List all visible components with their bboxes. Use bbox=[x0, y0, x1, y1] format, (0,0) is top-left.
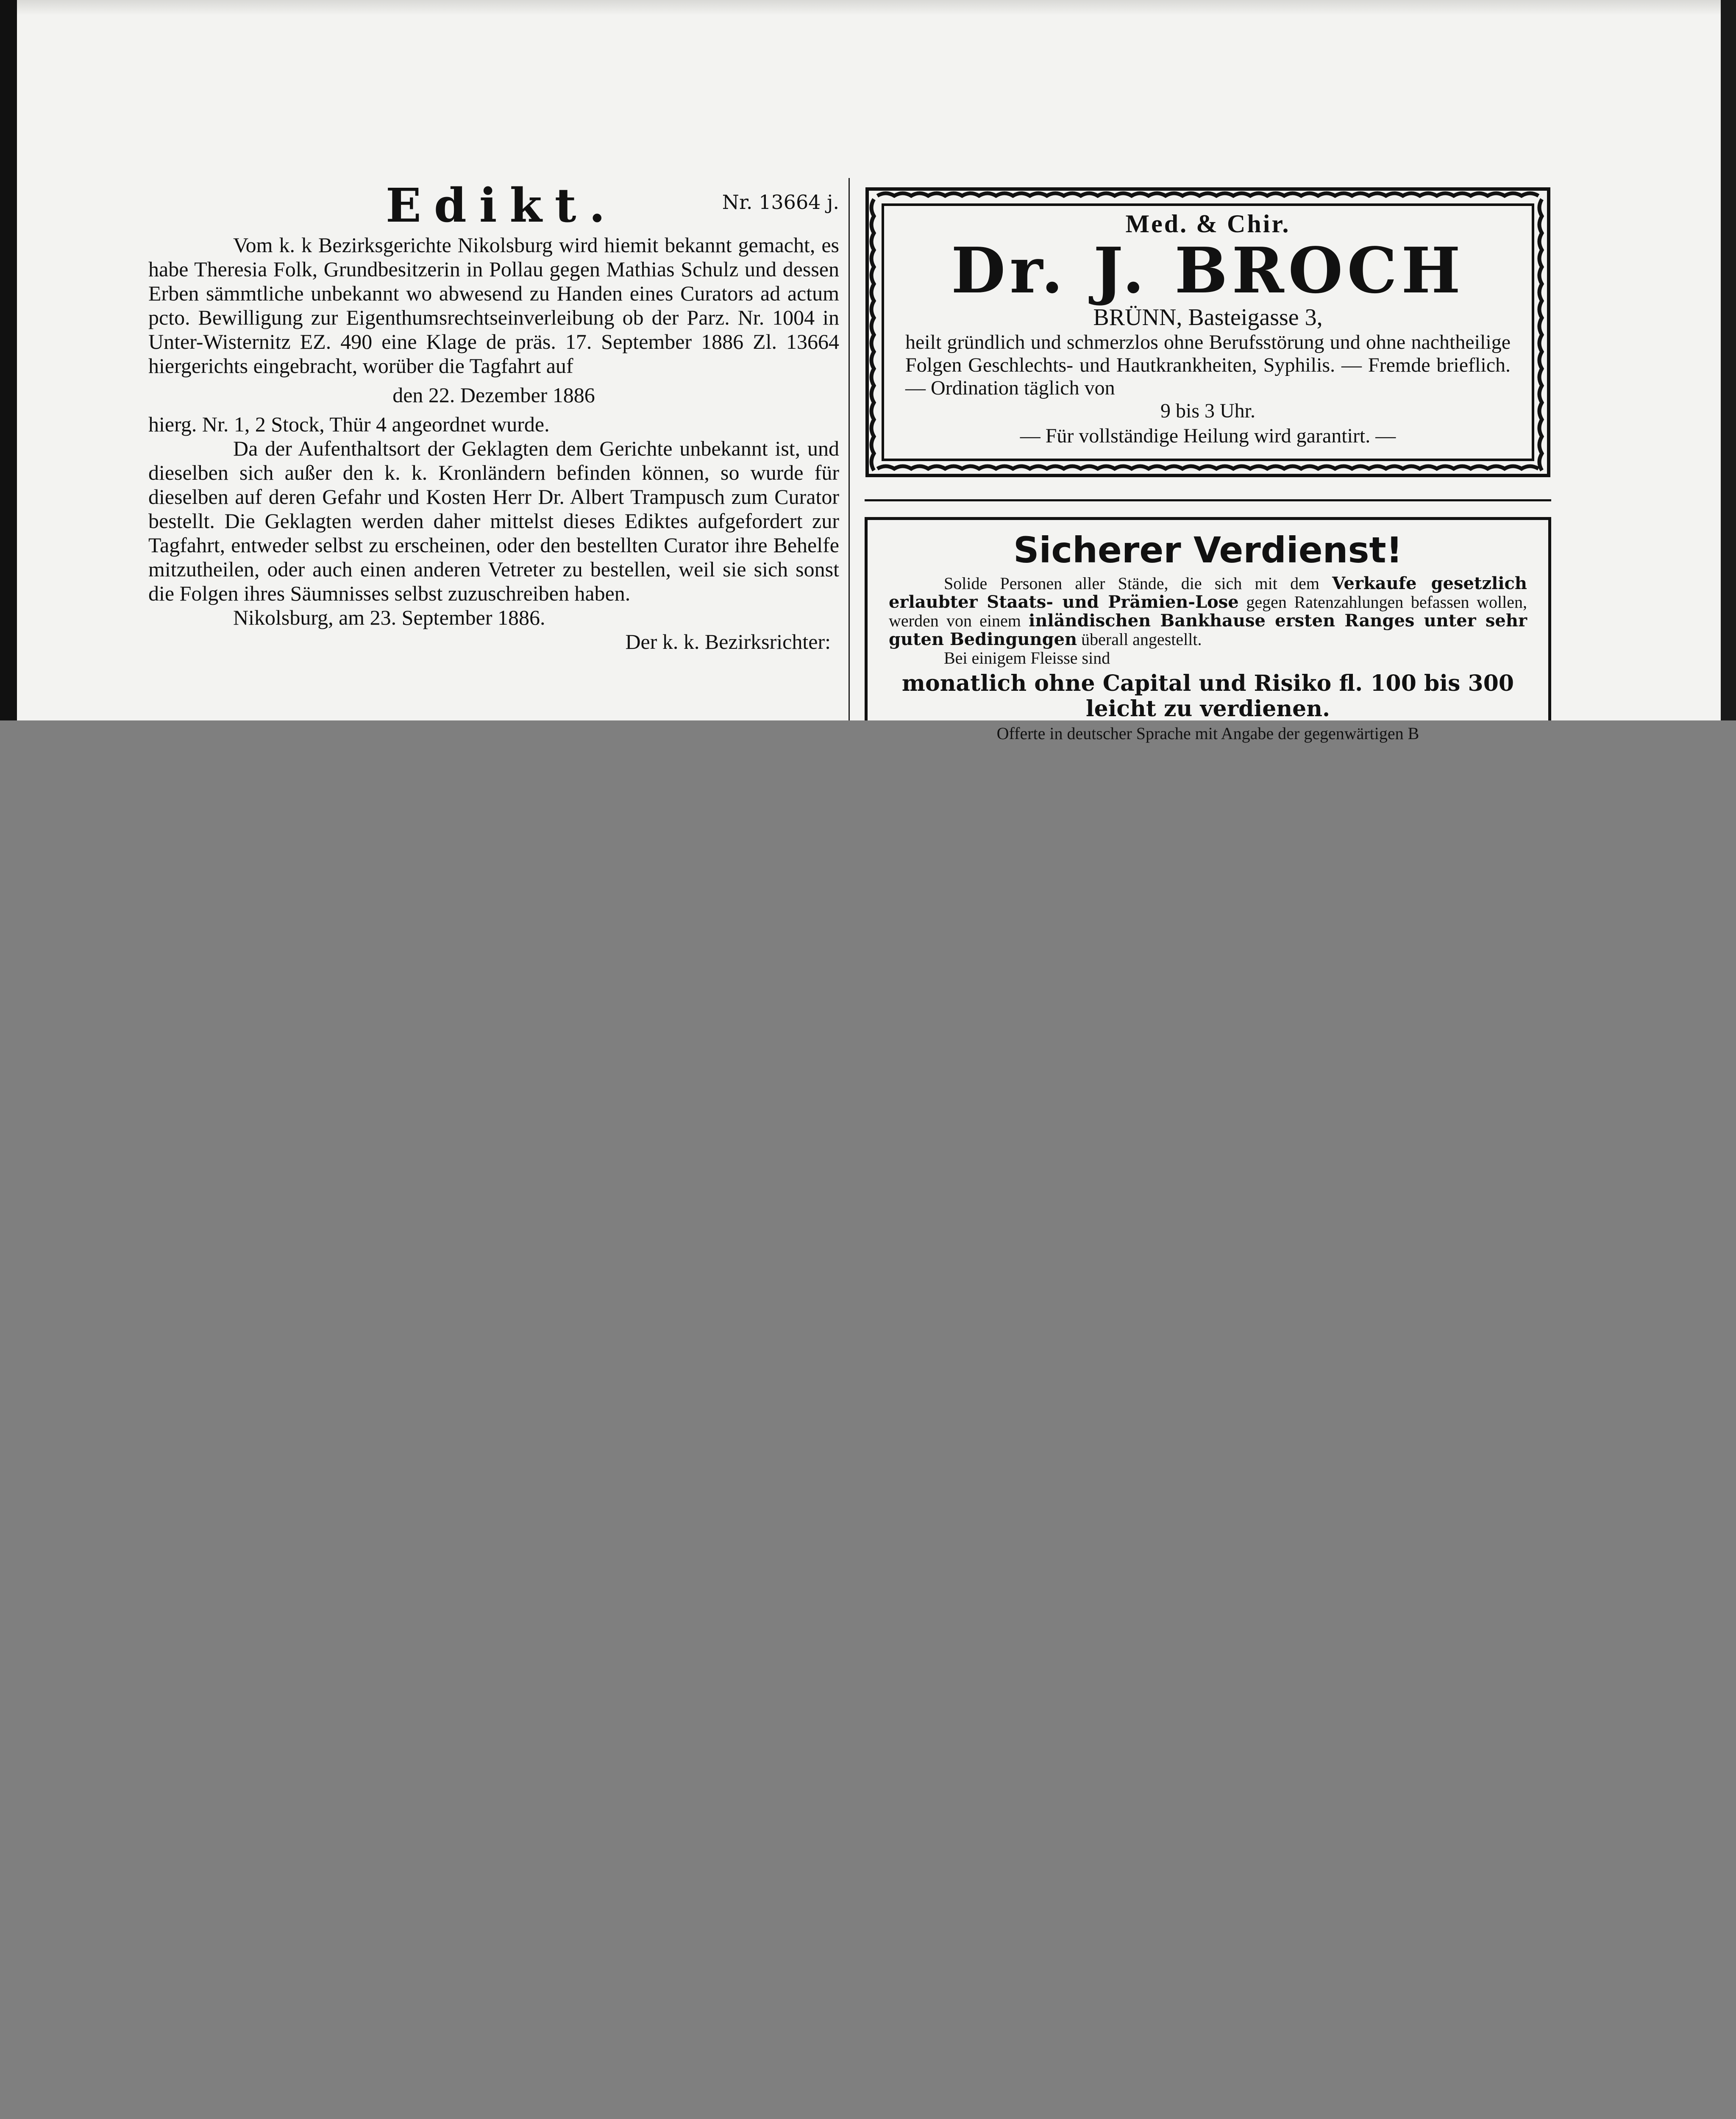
edikt-signature: Der k. k. Bezirksrichter: bbox=[625, 630, 831, 653]
edikt-paragraph-2: hierg. Nr. 1, 2 Stock, Thür 4 angeordnet wurde. bbox=[148, 412, 550, 436]
wave-segment bbox=[877, 466, 1538, 469]
verdienst-bold-b: inländischen Bankhause ersten Ranges unter sehr guten Bedingungen bbox=[889, 611, 1527, 649]
page-top-edge bbox=[0, 0, 1736, 15]
broch-body bbox=[884, 331, 1532, 423]
edikt-date-line: den 22. Dezember 1886 bbox=[392, 383, 595, 407]
verdienst-cut-line: Offerte in deutscher Sprache mit Angabe der gegenwärtigen B bbox=[996, 724, 1419, 743]
edikt-place-date: Nikolsburg, am 23. September 1886. bbox=[233, 606, 545, 629]
edikt-paragraph-1: Vom k. k Bezirksgerichte Nikolsburg wird hiemit bekannt gemacht, es habe Theresia Folk, Grundbesitzerin in Pollau gegen Mathias Schulz und dessen Erben sämmtliche unbekannt wo abwesend zu Handen eines Curators ad actum pcto. Bewilligung zur Eigenthumsrechtseinverleibung ob der Parz. Nr. 1004 in Unter-Wisternitz EZ. 490 eine Klage de präs. 17. September 1886 Zl. 13664 hiergerichts eingebracht, worüber die Tagfahrt auf bbox=[148, 233, 839, 378]
broch-advertisement bbox=[865, 186, 1551, 478]
verdienst-text-b: gegen Ratenzahlungen befassen wollen, werden von einem bbox=[889, 592, 1527, 630]
verdienst-earnings: monatlich ohne Capital und Risiko fl. 100 bis 300 leicht zu verdienen. bbox=[901, 670, 1514, 722]
broch-doctor-name: Dr. J. BROCH bbox=[951, 234, 1465, 307]
broch-med-chir: Med. & Chir. bbox=[1125, 210, 1291, 238]
page-left-edge bbox=[0, 0, 17, 720]
broch-body-text: heilt gründlich und schmerzlos ohne Berufsstörung und ohne nachtheilige Folgen Geschlechts- und Hautkrankheiten, Syphilis. — Fremde brieflich. — Ordination täglich von bbox=[905, 331, 1511, 399]
edikt-paragraph-3: Da der Aufenthaltsort der Geklagten dem Gerichte unbekannt ist, und dieselben sich außer den k. k. Kronländern befinden können, so wurde für dieselben auf deren Gefahr und Kosten Herr Dr. Albert Trampusch zum Curator bestellt. Die Geklagten werden daher mittelst dieses Ediktes aufgefordert zur Tagfahrt, entweder selbst zu erscheinen, oder den bestellten Curator ihre Behelfe mitzutheilen, oder auch einen anderen Vetreter zu bestellen, weil sie sich sonst die Folgen ihres Säumnisses selbst zuzuschreiben haben. bbox=[148, 437, 839, 605]
scanned-page bbox=[0, 0, 1736, 743]
verdienst-advertisement bbox=[865, 517, 1551, 743]
verdienst-text-d: Bei einigem Fleisse sind bbox=[944, 648, 1110, 667]
broch-address: BRÜNN, Basteigasse 3, bbox=[1093, 304, 1323, 331]
broch-hours: 9 bis 3 Uhr. bbox=[1160, 400, 1255, 422]
wave-segment bbox=[871, 199, 874, 470]
broch-ad-inner bbox=[882, 203, 1534, 461]
wave-segment bbox=[1539, 199, 1542, 470]
verdienst-text-c: überall angestellt. bbox=[1081, 630, 1202, 649]
column-divider bbox=[849, 178, 850, 720]
page-right-edge bbox=[1721, 0, 1736, 720]
verdienst-text-a: Solide Personen aller Stände, die sich mit dem bbox=[944, 574, 1319, 593]
verdienst-bold-a: Verkaufe gesetzlich erlaubter Staats- und Prämien-Lose bbox=[889, 573, 1527, 612]
edikt-title: Edikt. bbox=[386, 178, 618, 233]
edikt-header bbox=[148, 178, 839, 233]
edikt-reference: Nr. 13664 j. bbox=[722, 191, 839, 214]
wave-segment bbox=[877, 193, 1538, 196]
section-rule bbox=[865, 499, 1551, 501]
verdienst-heading: Sicherer Verdienst! bbox=[1013, 529, 1402, 571]
verdienst-text bbox=[868, 571, 1548, 667]
broch-guarantee: — Für vollständige Heilung wird garantirt. — bbox=[1020, 425, 1396, 447]
edikt-notice bbox=[148, 178, 839, 654]
